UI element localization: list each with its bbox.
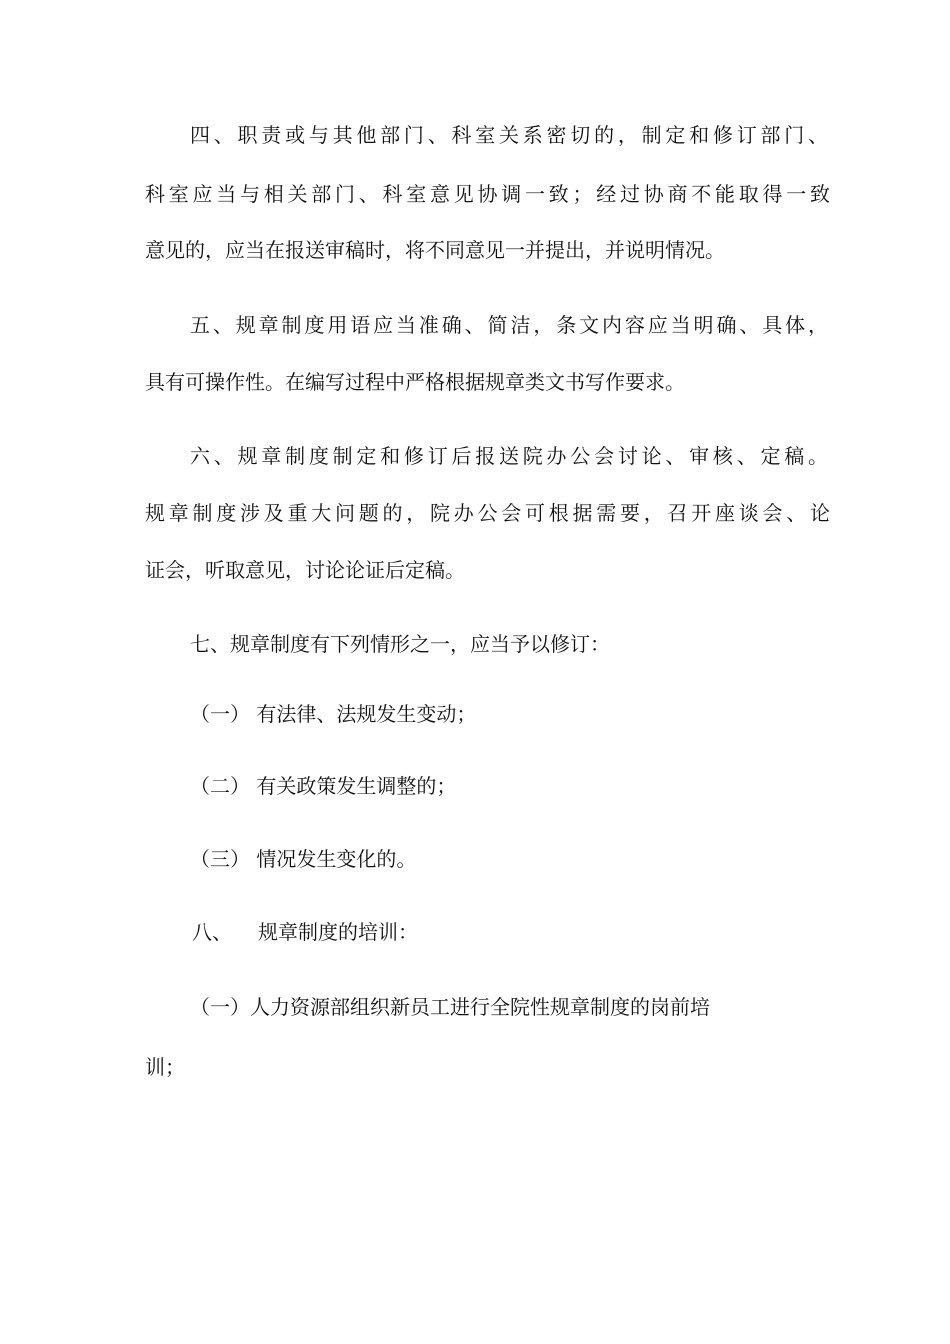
para-8-heading-number: 八、 [192,920,232,944]
para-7-item-2: （二） 有关政策发生调整的； [190,774,457,798]
para-6-line-3: 证会，听取意见，讨论论证后定稿。 [145,558,465,582]
para-4-line-2: 科室应当与相关部门、科室意见协调一致；经过协商不能取得一致 [145,182,830,206]
para-8-item-1-line-1: （一）人力资源部组织新员工进行全院性规章制度的岗前培 [190,995,710,1019]
para-7-item-1: （一） 有法律、法规发生变动； [190,702,477,726]
para-8-heading-text: 规章制度的培训： [258,920,418,944]
para-5-line-2: 具有可操作性。在编写过程中严格根据规章类文书写作要求。 [145,370,685,394]
para-4-line-1: 四、职责或与其他部门、科室关系密切的，制定和修订部门、 [190,123,828,147]
para-4-line-3: 意见的，应当在报送审稿时，将不同意见一并提出，并说明情况。 [145,238,725,262]
para-7-item-3: （三） 情况发生变化的。 [190,847,417,871]
para-7-heading: 七、规章制度有下列情形之一，应当予以修订： [190,632,610,656]
para-5-line-1: 五、规章制度用语应当准确、简洁，条文内容应当明确、具体， [190,313,828,337]
para-6-line-1: 六、规章制度制定和修订后报送院办公会讨论、审核、定稿。 [190,444,828,468]
para-8-item-1-line-2: 训； [145,1055,185,1079]
para-6-line-2: 规章制度涉及重大问题的，院办公会可根据需要，召开座谈会、论 [145,501,830,525]
